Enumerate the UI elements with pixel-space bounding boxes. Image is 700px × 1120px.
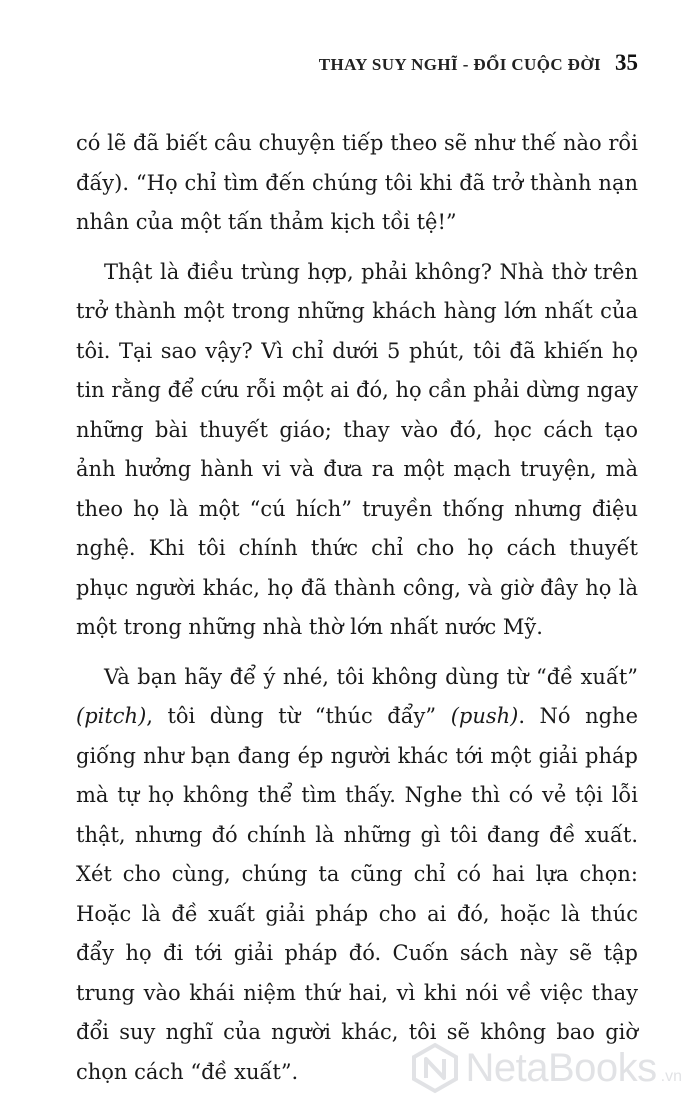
- paragraph-3: [76, 658, 638, 1093]
- netabooks-logo-icon: [409, 1042, 461, 1094]
- paragraph-text: , tôi dùng từ “thúc đẩy”: [146, 704, 451, 728]
- paragraph-text: Thật là điều trùng hợp, phải không? Nhà thờ trên trở thành một trong những khách hàng lớn nhất của tôi. Tại sao vậy? Vì chỉ dưới 5 phút, tôi đã khiến họ tin rằng để cứu rỗi một ai đó, họ cần phải dừng ngay những bài thuyết giáo; thay vào đó, học cách tạo ảnh hưởng hành vi và đưa ra một mạch truyện, mà theo họ là một “cú hích” truyền thống nhưng điệu nghệ. Khi tôi chính thức chỉ cho họ cách thuyết phục người khác, họ đã thành công, và giờ đây họ là một trong những nhà thờ lớn nhất nước Mỹ.: [76, 259, 638, 639]
- watermark-suffix: .vn: [660, 1068, 682, 1085]
- paragraph-text: có lẽ đã biết câu chuyện tiếp theo sẽ như thế nào rồi đấy). “Họ chỉ tìm đến chúng tôi khi đã trở thành nạn nhân của một tấn thảm kịch tồi tệ!”: [76, 131, 638, 234]
- paragraph-text: . Nó nghe giống như bạn đang ép người khác tới một giải pháp mà tự họ không thể tìm thấy. Nghe thì có vẻ tội lỗi thật, nhưng đó chính là những gì tôi đang đề xuất. Xét cho cùng, chúng ta cũng chỉ có hai lựa chọn: Hoặc là đề xuất giải pháp cho ai đó, hoặc là thúc đẩy họ đi tới giải pháp đó. Cuốn sách này sẽ tập trung vào khái niệm thứ hai, vì khi nói về việc thay đổi suy nghĩ của người khác, tôi sẽ không bao giờ chọn cách “đề xuất”.: [76, 704, 638, 1084]
- body-text: [76, 124, 638, 1102]
- italic-term-push: (push): [450, 704, 519, 728]
- paragraph-2: [76, 253, 638, 648]
- paragraph-1: [76, 124, 638, 243]
- italic-term-pitch: (pitch): [76, 704, 147, 728]
- paragraph-text: Và bạn hãy để ý nhé, tôi không dùng từ “đề xuất”: [104, 664, 638, 689]
- page-header: [319, 50, 638, 76]
- running-title: THAY SUY NGHĨ - ĐỔI CUỘC ĐỜI: [318, 55, 601, 74]
- watermark: [409, 1042, 682, 1094]
- page-number: 35: [615, 50, 638, 75]
- watermark-brand: NetaBooks: [465, 1045, 657, 1090]
